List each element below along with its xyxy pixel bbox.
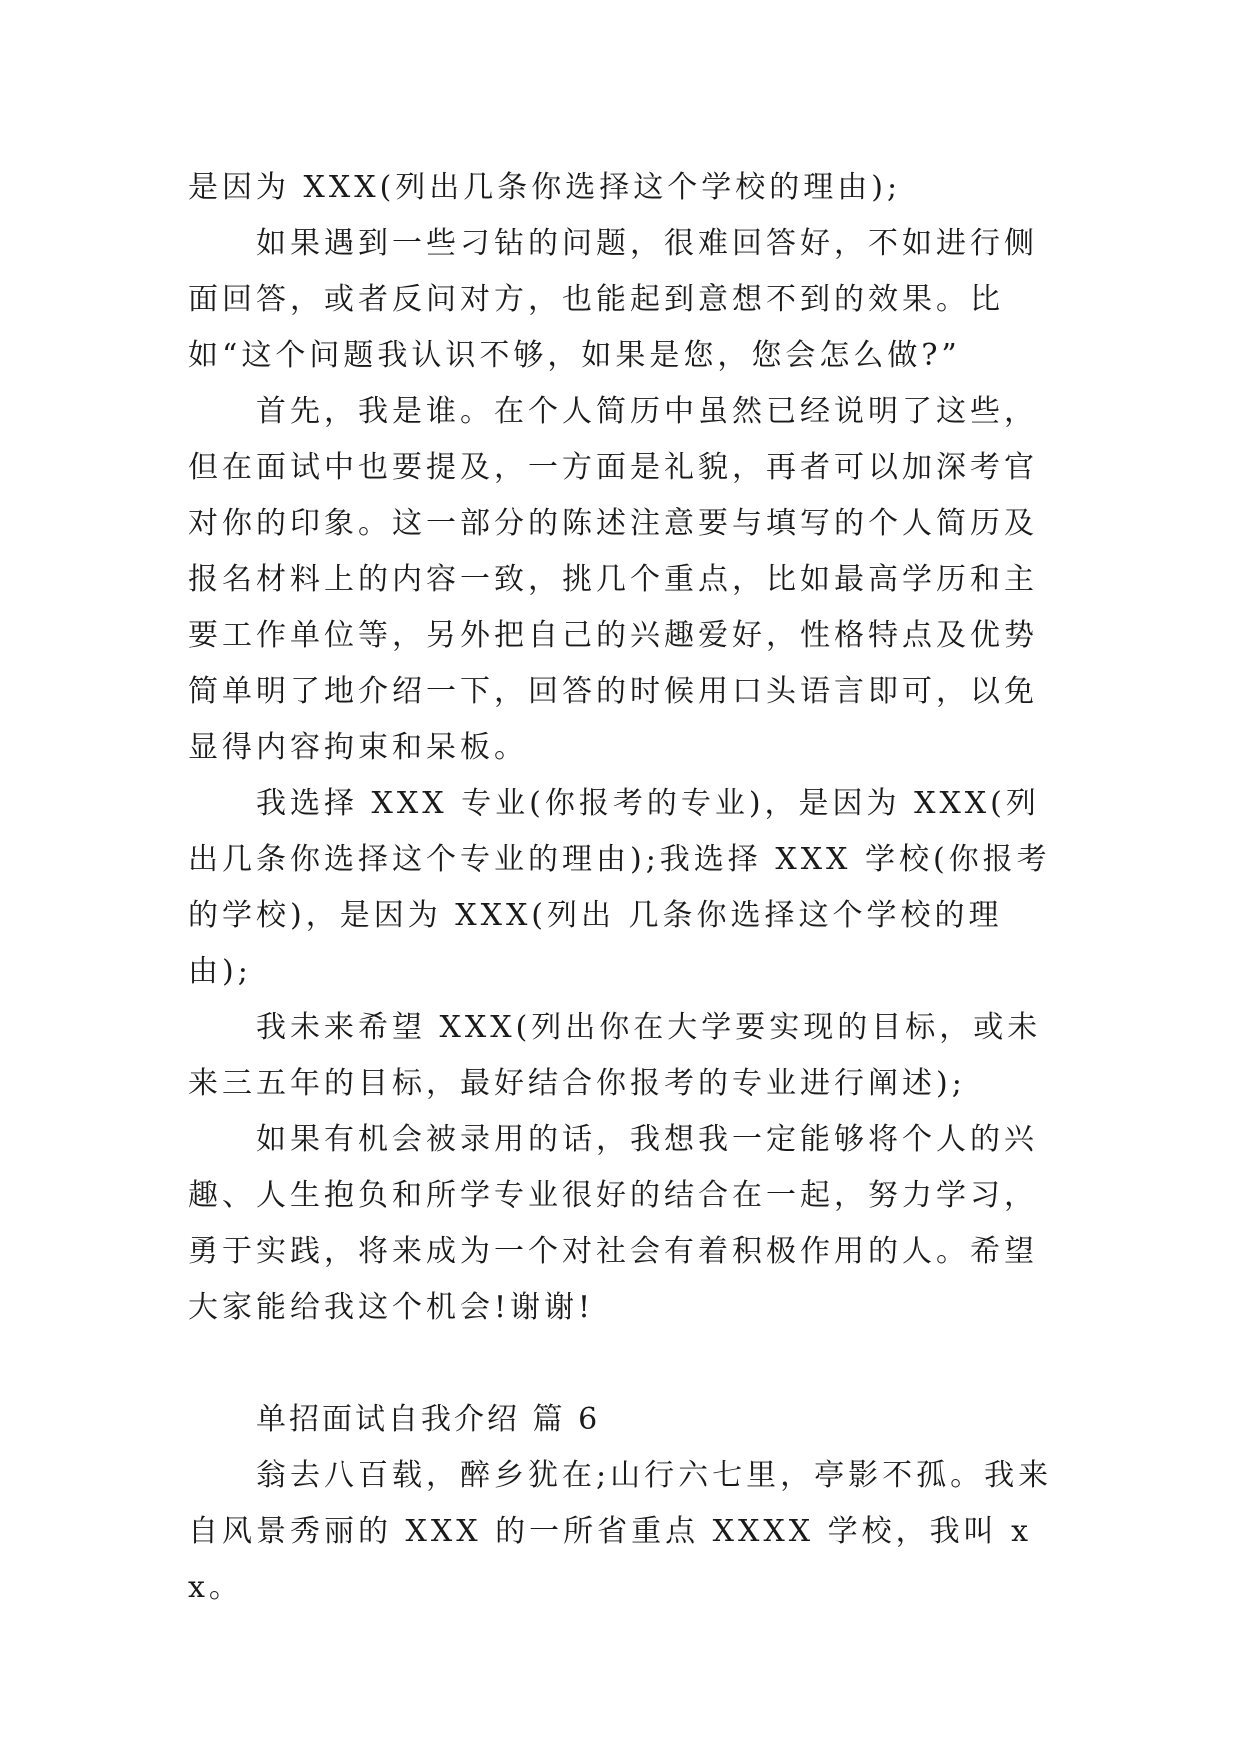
paragraph-intro-6: 翁去八百载，醉乡犹在;山行六七里，亭影不孤。我来自风景秀丽的 XXX 的一所省重点 XXXX 学校，我叫 xx。 <box>188 1458 1053 1605</box>
section-heading: 单招面试自我介绍 篇 6 <box>256 1402 601 1437</box>
paragraph-closing: 如果有机会被录用的话，我想我一定能够将个人的兴趣、人生抱负和所学专业很好的结合在一起，努力学习，勇于实践，将来成为一个对社会有着积极作用的人。希望大家能给我这个机会!谢谢! <box>188 1122 1038 1325</box>
document-body <box>188 160 1058 1616</box>
paragraph-major-choice: 我选择 XXX 专业(你报考的专业)，是因为 XXX(列出几条你选择这个专业的理由);我选择 XXX 学校(你报考的学校)，是因为 XXX(列出 几条你选择这个学校的理由); <box>188 786 1051 989</box>
paragraph-who-am-i: 首先，我是谁。在个人简历中虽然已经说明了这些，但在面试中也要提及，一方面是礼貌，再者可以加深考官对你的印象。这一部分的陈述注意要与填写的个人简历及报名材料上的内容一致，挑几个重点，比如最高学历和主要工作单位等，另外把自己的兴趣爱好，性格特点及优势简单明了地介绍一下，回答的时候用口头语言即可，以免显得内容拘束和呆板。 <box>188 394 1038 765</box>
paragraph-tricky-questions: 如果遇到一些刁钻的问题，很难回答好，不如进行侧面回答，或者反问对方，也能起到意想不到的效果。比如“这个问题我认识不够，如果是您，您会怎么做?” <box>188 226 1038 373</box>
paragraph-reasons-school: 是因为 XXX(列出几条你选择这个学校的理由); <box>188 170 902 205</box>
paragraph-future-goals: 我未来希望 XXX(列出你在大学要实现的目标，或未来三五年的目标，最好结合你报考的专业进行阐述); <box>188 1010 1042 1101</box>
